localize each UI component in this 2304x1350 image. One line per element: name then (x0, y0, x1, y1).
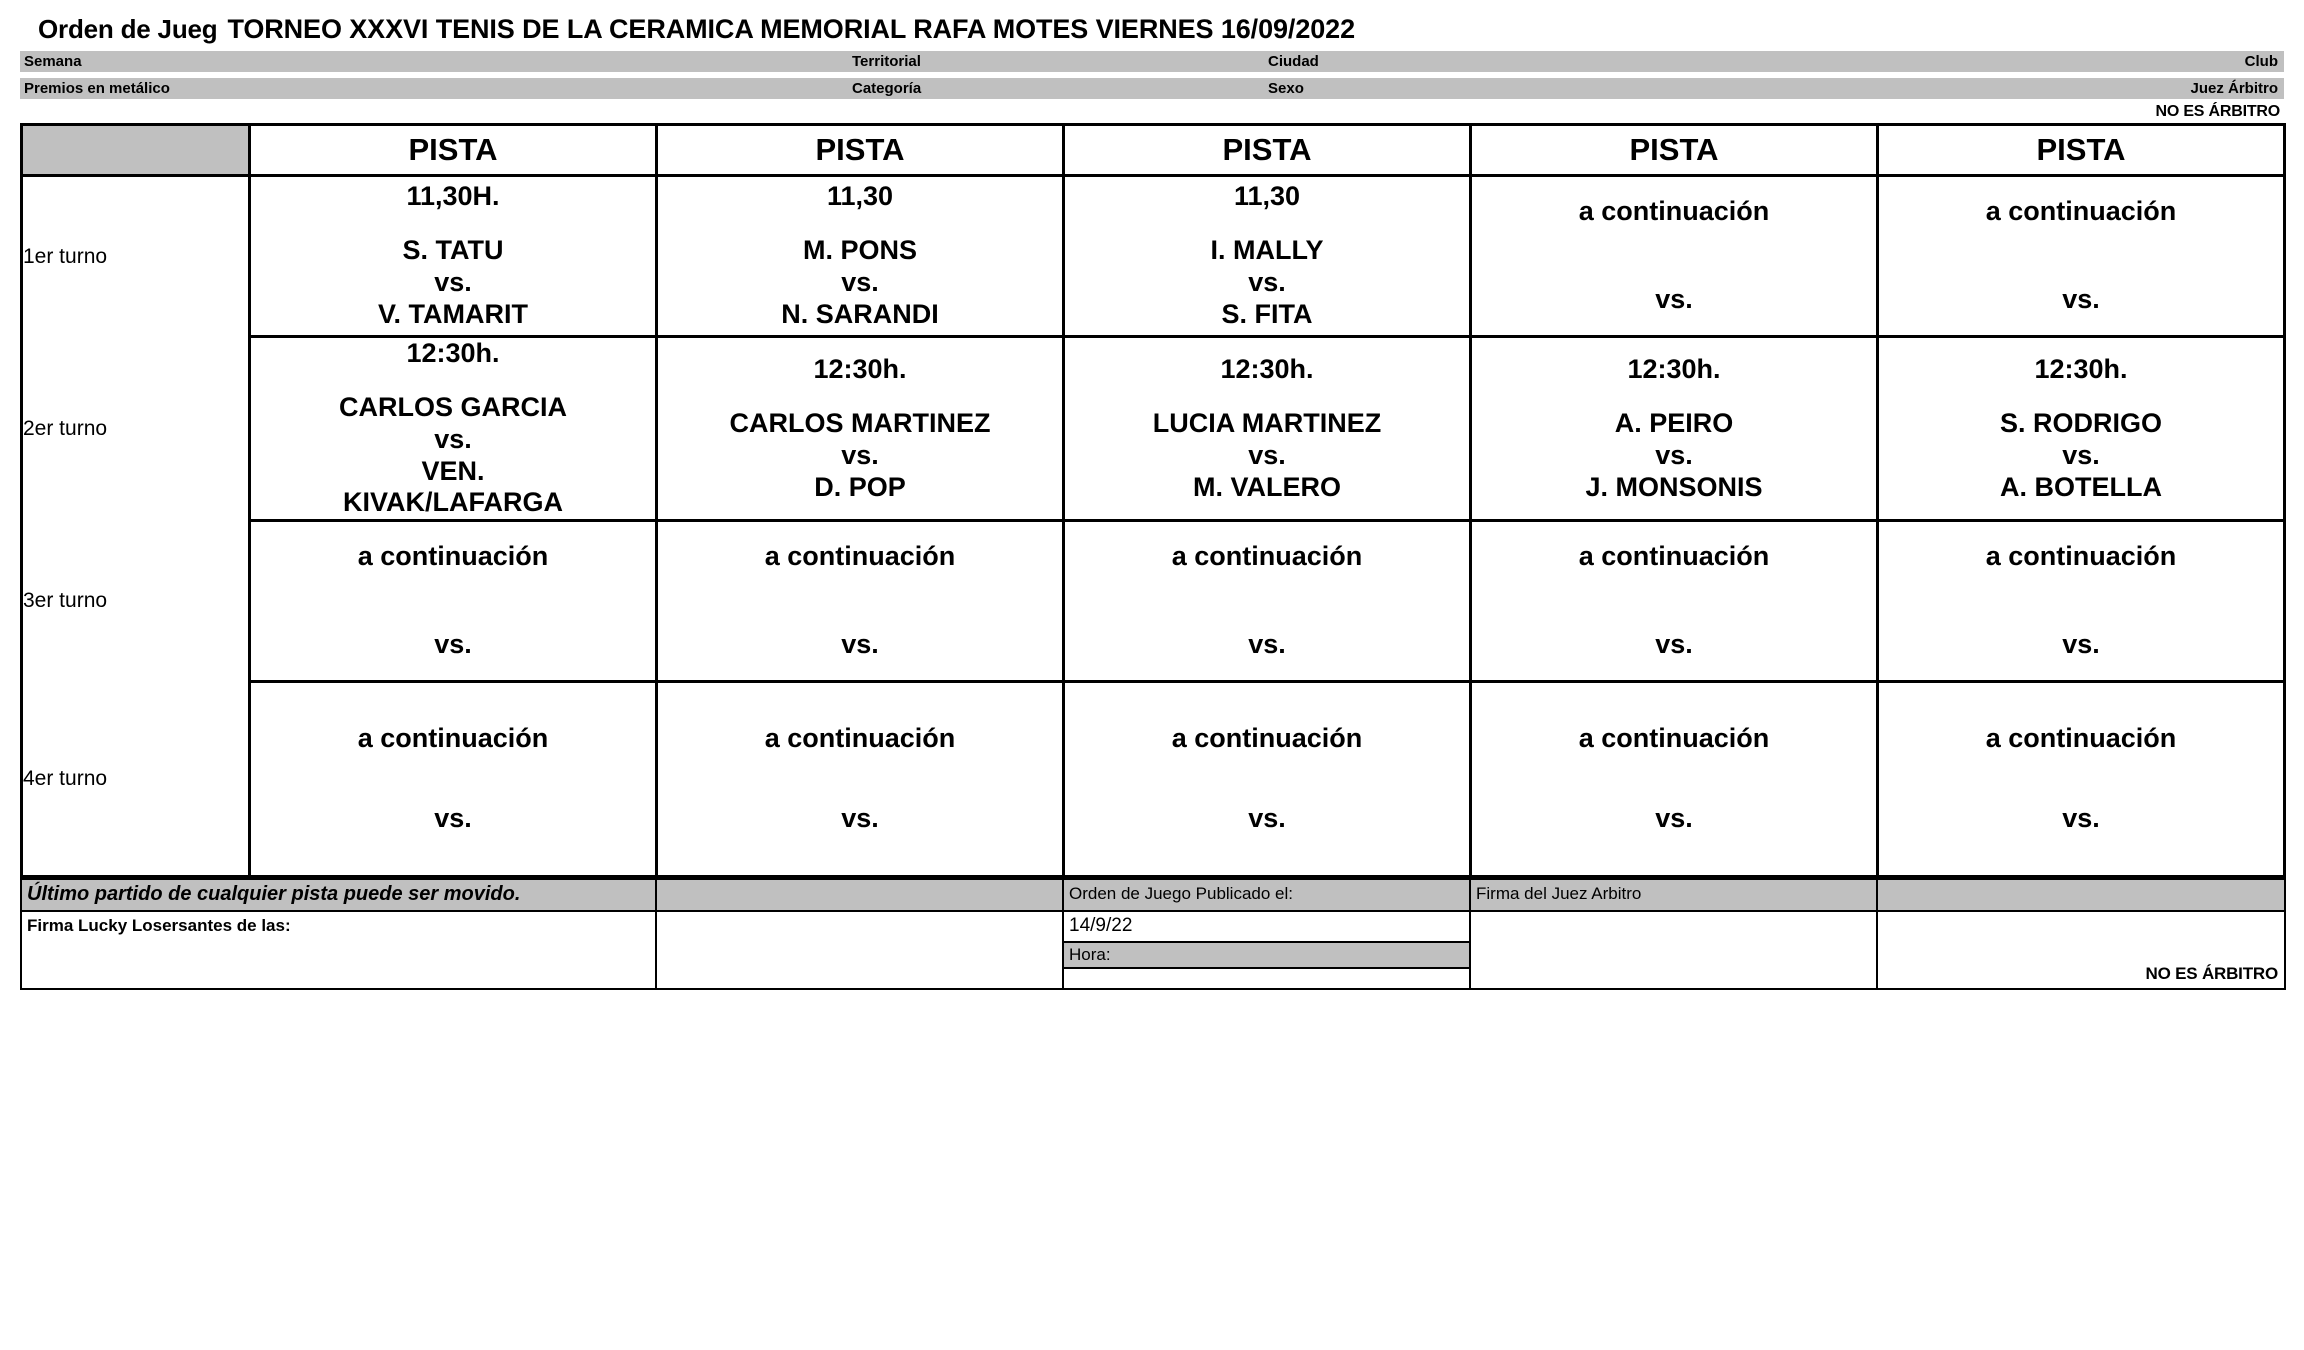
match-time: a continuación (1578, 196, 1770, 227)
match-vs: vs. (434, 423, 472, 454)
match-time: a continuación (357, 723, 549, 754)
match-cell-r2c4 (1471, 337, 1878, 521)
match-vs: vs. (2062, 439, 2100, 470)
match-vs: vs. (2062, 803, 2100, 834)
table-row (22, 682, 2285, 877)
column-header-pista-4: PISTA (1471, 125, 1878, 176)
match-time: 11,30 (826, 181, 894, 212)
footer-published-date: 14/9/22 (1069, 915, 1133, 937)
footer-note-moved-cell (21, 879, 656, 911)
match-player-1: CARLOS GARCIA (339, 391, 567, 422)
match-vs: vs. (2062, 629, 2100, 660)
footer-no-arbitro-cell (1877, 911, 2285, 989)
footer-firma-juez-cell (1470, 879, 1877, 911)
label-ciudad: Ciudad (1268, 53, 1319, 70)
match-cell-r3c4 (1471, 521, 1878, 682)
column-header-pista-5: PISTA (1878, 125, 2285, 176)
match-time: 12:30h. (1627, 353, 1721, 384)
match-player-2: V. TAMARIT (377, 298, 528, 329)
match-cell-r2c2 (657, 337, 1064, 521)
turno-label-2: 2er turno (22, 337, 250, 521)
table-row (22, 337, 2285, 521)
match-cell-r3c3 (1064, 521, 1471, 682)
match-cell-r1c1 (250, 176, 657, 337)
match-cell-r4c5 (1878, 682, 2285, 877)
footer-signature-blank[interactable] (656, 911, 1063, 989)
schedule-table (20, 123, 2286, 878)
footer-blank-1 (656, 879, 1063, 911)
match-time: a continuación (764, 541, 956, 572)
footer-firma-juez-label: Firma del Juez Arbitro (1476, 884, 1642, 904)
match-player-1: S. RODRIGO (1999, 407, 2162, 438)
match-vs: vs. (1248, 629, 1286, 660)
match-time: a continuación (1578, 541, 1770, 572)
match-time: 11,30 (1233, 181, 1301, 212)
match-time: 12:30h. (406, 338, 500, 368)
match-vs: vs. (841, 267, 879, 297)
match-time: 12:30h. (2034, 353, 2128, 384)
match-player-2: A. BOTELLA (2000, 471, 2162, 502)
match-cell-r1c3 (1064, 176, 1471, 337)
match-vs: vs. (841, 439, 879, 470)
footer-published-label: Orden de Juego Publicado el: (1069, 884, 1293, 904)
match-player-2: VEN. (421, 455, 485, 486)
match-cell-r1c5 (1878, 176, 2285, 337)
match-player-1: A. PEIRO (1614, 407, 1734, 438)
match-vs: vs. (1248, 803, 1286, 834)
footer-juez-signature-blank[interactable] (1470, 911, 1877, 989)
label-premios: Premios en metálico (24, 80, 170, 97)
match-player-1: M. PONS (802, 235, 917, 266)
page-title-prefix: Orden de Jueg (38, 14, 218, 44)
match-player-1: I. MALLY (1210, 235, 1324, 266)
label-territorial: Territorial (852, 53, 921, 70)
match-vs: vs. (1655, 803, 1693, 834)
match-cell-r2c3 (1064, 337, 1471, 521)
match-vs: vs. (841, 803, 879, 834)
match-cell-r3c5 (1878, 521, 2285, 682)
match-cell-r1c4 (1471, 176, 1878, 337)
match-cell-r3c1 (250, 521, 657, 682)
match-cell-r2c5 (1878, 337, 2285, 521)
match-cell-r4c4 (1471, 682, 1878, 877)
match-vs: vs. (2062, 284, 2100, 314)
match-time: a continuación (1578, 723, 1770, 754)
match-time: a continuación (1985, 723, 2177, 754)
match-vs: vs. (434, 629, 472, 660)
match-player-2-cont: KIVAK/LAFARGA (343, 487, 563, 518)
match-cell-r4c3 (1064, 682, 1471, 877)
match-player-2: N. SARANDI (781, 298, 939, 329)
match-cell-r3c2 (657, 521, 1064, 682)
column-header-pista-3: PISTA (1064, 125, 1471, 176)
match-cell-r4c2 (657, 682, 1064, 877)
label-semana: Semana (24, 53, 82, 70)
match-cell-r4c1 (250, 682, 657, 877)
table-row (22, 521, 2285, 682)
footer-date-cell (1063, 911, 1470, 989)
footer-published-cell (1063, 879, 1470, 911)
match-player-2: D. POP (814, 471, 906, 502)
label-sexo: Sexo (1268, 80, 1304, 97)
page-title (38, 14, 2284, 45)
match-time: a continuación (764, 723, 956, 754)
match-time: a continuación (357, 541, 549, 572)
footer-table (20, 878, 2286, 990)
match-time: a continuación (1171, 723, 1363, 754)
header-bar-1 (20, 51, 2284, 72)
match-vs: vs. (841, 629, 879, 660)
match-player-2: S. FITA (1221, 298, 1313, 329)
footer-no-arbitro: NO ES ÁRBITRO (2145, 964, 2278, 984)
turno-label-1: 1er turno (22, 176, 250, 337)
footer-row-notes (21, 879, 2285, 911)
match-vs: vs. (1655, 284, 1693, 314)
footer-hora-label: Hora: (1064, 941, 1469, 969)
match-time: a continuación (1171, 541, 1363, 572)
turno-label-4: 4er turno (22, 682, 250, 877)
footer-blank-2 (1877, 879, 2285, 911)
match-time: a continuación (1985, 541, 2177, 572)
column-header-pista-2: PISTA (657, 125, 1064, 176)
match-time: 12:30h. (1220, 353, 1314, 384)
corner-cell (22, 125, 250, 176)
label-categoria: Categoría (852, 80, 922, 97)
match-vs: vs. (434, 267, 472, 297)
match-player-1: S. TATU (402, 235, 504, 266)
match-player-2: M. VALERO (1193, 471, 1341, 502)
match-vs: vs. (1248, 439, 1286, 470)
match-vs: vs. (1655, 629, 1693, 660)
column-header-pista-1: PISTA (250, 125, 657, 176)
arbitro-note-top: NO ES ÁRBITRO (2155, 103, 2280, 120)
footer-firma-lucky-label: Firma Lucky Losersantes de las: (27, 916, 291, 936)
match-time: 11,30H. (406, 181, 500, 212)
match-cell-r2c1 (250, 337, 657, 521)
match-vs: vs. (434, 803, 472, 834)
label-club: Club (2244, 53, 2278, 70)
match-vs: vs. (1248, 267, 1286, 297)
header-bar-2 (20, 78, 2284, 99)
match-player-2: J. MONSONIS (1585, 471, 1763, 502)
match-vs: vs. (1655, 439, 1693, 470)
match-cell-r1c2 (657, 176, 1064, 337)
footer-row-signatures (21, 911, 2285, 989)
label-juez-arbitro: Juez Árbitro (2190, 80, 2278, 97)
table-row (22, 176, 2285, 337)
match-time: 12:30h. (813, 353, 907, 384)
table-header-row (22, 125, 2285, 176)
page-title-main: TORNEO XXXVI TENIS DE LA CERAMICA MEMORIAL RAFA MOTES VIERNES 16/09/2022 (227, 14, 1355, 44)
footer-note-moved: Último partido de cualquier pista puede ser movido. (27, 883, 521, 906)
turno-label-3: 3er turno (22, 521, 250, 682)
match-player-1: LUCIA MARTINEZ (1152, 407, 1382, 438)
match-time: a continuación (1985, 196, 2177, 227)
footer-firma-lucky-cell (21, 911, 656, 989)
match-player-1: CARLOS MARTINEZ (729, 407, 991, 438)
